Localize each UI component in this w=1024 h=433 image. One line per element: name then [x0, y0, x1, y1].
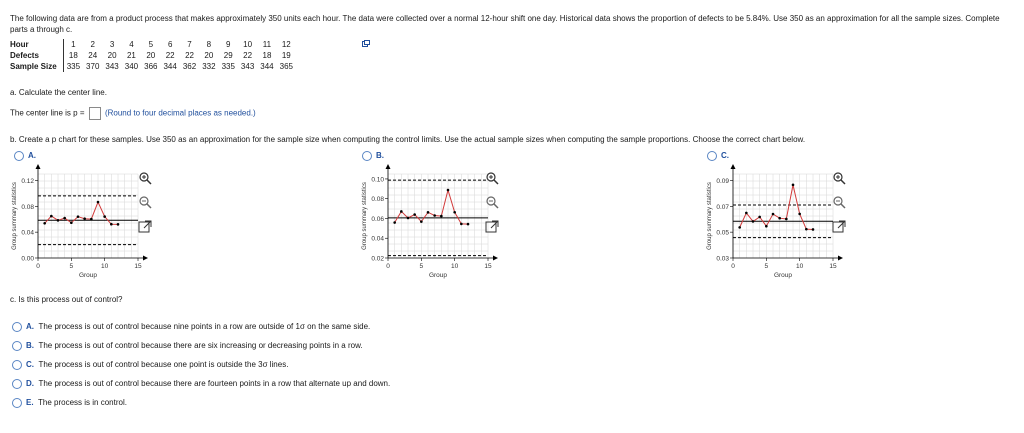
- y-axis-label: Group summary statistics: [12, 182, 18, 250]
- data-cell: 370: [86, 62, 100, 71]
- data-cell: 344: [260, 62, 274, 71]
- data-point: [63, 217, 66, 220]
- data-point: [83, 217, 86, 220]
- zoom-out-icon[interactable]: [138, 195, 152, 209]
- option-letter: A.: [26, 322, 34, 332]
- data-cell: 8: [206, 40, 212, 49]
- y-tick-label: 0.02: [371, 255, 384, 263]
- answer-option-e[interactable]: [12, 398, 127, 408]
- y-axis-label: Group summary statistics: [707, 182, 713, 250]
- x-axis-arrow: [838, 256, 843, 261]
- option-letter: A.: [28, 151, 36, 161]
- data-point: [393, 221, 396, 224]
- expand-icon[interactable]: [138, 220, 152, 234]
- data-cell: 366: [144, 62, 158, 71]
- row-label: Defects: [10, 50, 63, 61]
- data-cell: 20: [107, 51, 117, 60]
- data-point: [752, 220, 755, 223]
- x-axis-arrow: [493, 256, 498, 261]
- data-cell: 335: [221, 62, 235, 71]
- y-tick-label: 0.12: [21, 177, 34, 185]
- option-text: The process is out of control because there are fourteen points in a row that alternate up and down.: [38, 379, 391, 389]
- x-tick-label: 5: [764, 263, 769, 270]
- radio-answer-a[interactable]: [12, 322, 22, 332]
- y-axis-label: Group summary statistics: [362, 182, 368, 250]
- data-table-row: [10, 39, 296, 50]
- data-cell: 344: [163, 62, 177, 71]
- option-text: The process is out of control because there are six increasing or decreasing points in a row.: [38, 341, 363, 351]
- data-cell: 29: [223, 51, 233, 60]
- data-cell: 332: [202, 62, 216, 71]
- option-text: The process is in control.: [38, 398, 127, 408]
- data-point: [117, 223, 120, 226]
- chart-option-a[interactable]: [14, 151, 36, 161]
- data-cell: 365: [279, 62, 293, 71]
- data-point: [772, 213, 775, 216]
- x-tick-label: 0: [731, 263, 735, 270]
- data-cell: 3: [109, 40, 115, 49]
- option-letter: E.: [26, 398, 34, 408]
- data-cell: 22: [185, 51, 194, 60]
- x-tick-label: 15: [134, 263, 142, 270]
- answer-option-c[interactable]: [12, 360, 288, 370]
- data-point: [792, 184, 795, 187]
- part-a-heading: a. Calculate the center line.: [10, 88, 107, 97]
- data-point: [738, 226, 741, 229]
- data-point: [812, 228, 815, 231]
- data-table-row: [10, 50, 296, 61]
- data-cell: 335: [66, 62, 81, 71]
- radio-answer-d[interactable]: [12, 379, 22, 389]
- data-cell: 343: [240, 62, 255, 71]
- data-point: [427, 211, 430, 214]
- data-cell: 20: [204, 51, 214, 60]
- data-point: [110, 223, 113, 226]
- data-cell: 10: [243, 40, 253, 49]
- data-cell: 1: [71, 40, 76, 49]
- data-point: [50, 215, 53, 218]
- data-cell: 362: [182, 62, 197, 71]
- radio-answer-b[interactable]: [12, 341, 22, 351]
- zoom-out-icon[interactable]: [832, 195, 846, 209]
- y-tick-label: 0.09: [716, 177, 729, 185]
- question-intro: The following data are from a product process that makes approximately 350 units each hour. The data were collected over a normal 12-hour shift one day. Historical data shows the proportion of defects to be 5.84%. Use 350 as an approximation for all the sample sizes. Complete parts a through c.: [10, 14, 1000, 34]
- x-tick-label: 15: [484, 263, 492, 270]
- data-point: [90, 218, 93, 221]
- part-b-heading: b. Create a p chart for these samples. Use 350 as an approximation for the sample size when computing the control limits. Use the actual sample sizes when computing the sample proportions. Choose the correct chart below.: [10, 135, 806, 144]
- zoom-out-icon[interactable]: [485, 195, 499, 209]
- y-tick-label: 0.10: [371, 176, 384, 184]
- data-cell: 21: [126, 51, 136, 60]
- data-point: [97, 201, 100, 204]
- data-point: [467, 223, 470, 226]
- data-cell: 22: [165, 51, 175, 60]
- x-tick-label: 0: [36, 263, 40, 270]
- y-tick-label: 0.07: [716, 203, 729, 211]
- y-axis-arrow: [36, 164, 41, 169]
- data-point: [785, 218, 788, 221]
- center-line-prompt: The center line is p =: [10, 108, 85, 118]
- data-point: [447, 189, 450, 192]
- data-point: [433, 214, 436, 217]
- y-axis-arrow: [731, 164, 736, 169]
- data-point: [460, 223, 463, 226]
- expand-icon[interactable]: [832, 220, 846, 234]
- data-cell: 19: [281, 51, 291, 60]
- option-text: The process is out of control because one point is outside the 3σ lines.: [38, 360, 289, 370]
- y-tick-label: 0.03: [716, 255, 729, 263]
- data-point: [57, 219, 60, 222]
- y-tick-label: 0.04: [21, 229, 34, 237]
- center-line-input[interactable]: [89, 107, 101, 120]
- data-point: [400, 210, 403, 213]
- data-table-row: [10, 61, 296, 72]
- data-cell: 22: [243, 51, 253, 60]
- data-cell: 7: [187, 40, 192, 49]
- radio-chart-a[interactable]: [14, 151, 24, 161]
- x-tick-label: 10: [451, 263, 459, 270]
- data-point: [43, 222, 46, 225]
- x-axis-label: Group: [78, 272, 98, 279]
- part-c-heading: c. Is this process out of control?: [10, 295, 123, 304]
- answer-option-d[interactable]: [12, 379, 390, 389]
- data-cell: 343: [105, 62, 119, 71]
- data-point: [407, 217, 410, 220]
- data-point: [420, 220, 423, 223]
- data-point: [440, 215, 443, 218]
- data-cell: 9: [226, 40, 231, 49]
- x-axis-label: Group: [428, 272, 448, 279]
- option-letter: C.: [26, 360, 34, 370]
- radio-chart-b[interactable]: [362, 151, 372, 161]
- y-tick-label: 0.05: [716, 229, 729, 237]
- rounding-hint: (Round to four decimal places as needed.): [104, 108, 256, 118]
- chart-option-c[interactable]: [707, 151, 729, 161]
- chart-option-b[interactable]: [362, 151, 384, 161]
- zoom-in-icon[interactable]: [832, 171, 846, 185]
- x-tick-label: 5: [69, 263, 74, 270]
- data-cell: 340: [124, 62, 139, 71]
- option-letter: B.: [376, 151, 384, 161]
- x-axis-label: Group: [773, 272, 793, 279]
- y-tick-label: 0.06: [371, 215, 384, 223]
- data-point: [758, 216, 761, 219]
- data-point: [103, 215, 106, 218]
- data-cell: 24: [88, 51, 98, 60]
- data-cell: 11: [262, 40, 272, 49]
- data-point: [413, 213, 416, 216]
- radio-chart-c[interactable]: [707, 151, 717, 161]
- part-a-answer-row: [10, 107, 256, 120]
- zoom-in-icon[interactable]: [138, 171, 152, 185]
- y-tick-label: 0.08: [21, 203, 34, 211]
- data-cell: 4: [129, 40, 134, 49]
- data-cell: 2: [90, 40, 95, 49]
- option-text: The process is out of control because nine points in a row are outside of 1σ on the same side.: [38, 322, 371, 332]
- data-point: [77, 215, 80, 218]
- answer-option-a[interactable]: [12, 322, 370, 332]
- option-letter: C.: [721, 151, 729, 161]
- x-tick-label: 15: [829, 263, 837, 270]
- y-axis-arrow: [386, 164, 391, 169]
- data-point: [805, 228, 808, 231]
- data-cell: 20: [146, 51, 156, 60]
- answer-option-b[interactable]: [12, 341, 363, 351]
- data-table: [10, 39, 296, 72]
- x-tick-label: 0: [386, 263, 390, 270]
- data-cell: 12: [281, 40, 291, 49]
- y-tick-label: 0.08: [371, 196, 384, 204]
- x-tick-label: 5: [419, 263, 424, 270]
- data-cell: 5: [148, 40, 154, 49]
- zoom-in-icon[interactable]: [485, 171, 499, 185]
- expand-icon[interactable]: [485, 220, 499, 234]
- data-point: [778, 217, 781, 220]
- x-axis-arrow: [143, 256, 148, 261]
- data-point: [745, 212, 748, 215]
- data-series-line: [45, 202, 118, 224]
- y-tick-label: 0.04: [371, 235, 384, 243]
- data-point: [453, 211, 456, 214]
- x-tick-label: 10: [796, 263, 804, 270]
- copy-data-icon[interactable]: [362, 40, 370, 47]
- row-label: Sample Size: [10, 61, 63, 72]
- radio-answer-e[interactable]: [12, 398, 22, 408]
- option-letter: D.: [26, 379, 34, 389]
- data-cell: 18: [68, 51, 78, 60]
- data-point: [70, 221, 73, 224]
- row-label: Hour: [10, 39, 63, 50]
- y-tick-label: 0.00: [21, 255, 34, 263]
- radio-answer-c[interactable]: [12, 360, 22, 370]
- data-cell: 6: [167, 40, 173, 49]
- data-cell: 18: [262, 51, 272, 60]
- data-point: [798, 213, 801, 216]
- data-point: [765, 225, 768, 228]
- option-letter: B.: [26, 341, 34, 351]
- x-tick-label: 10: [101, 263, 109, 270]
